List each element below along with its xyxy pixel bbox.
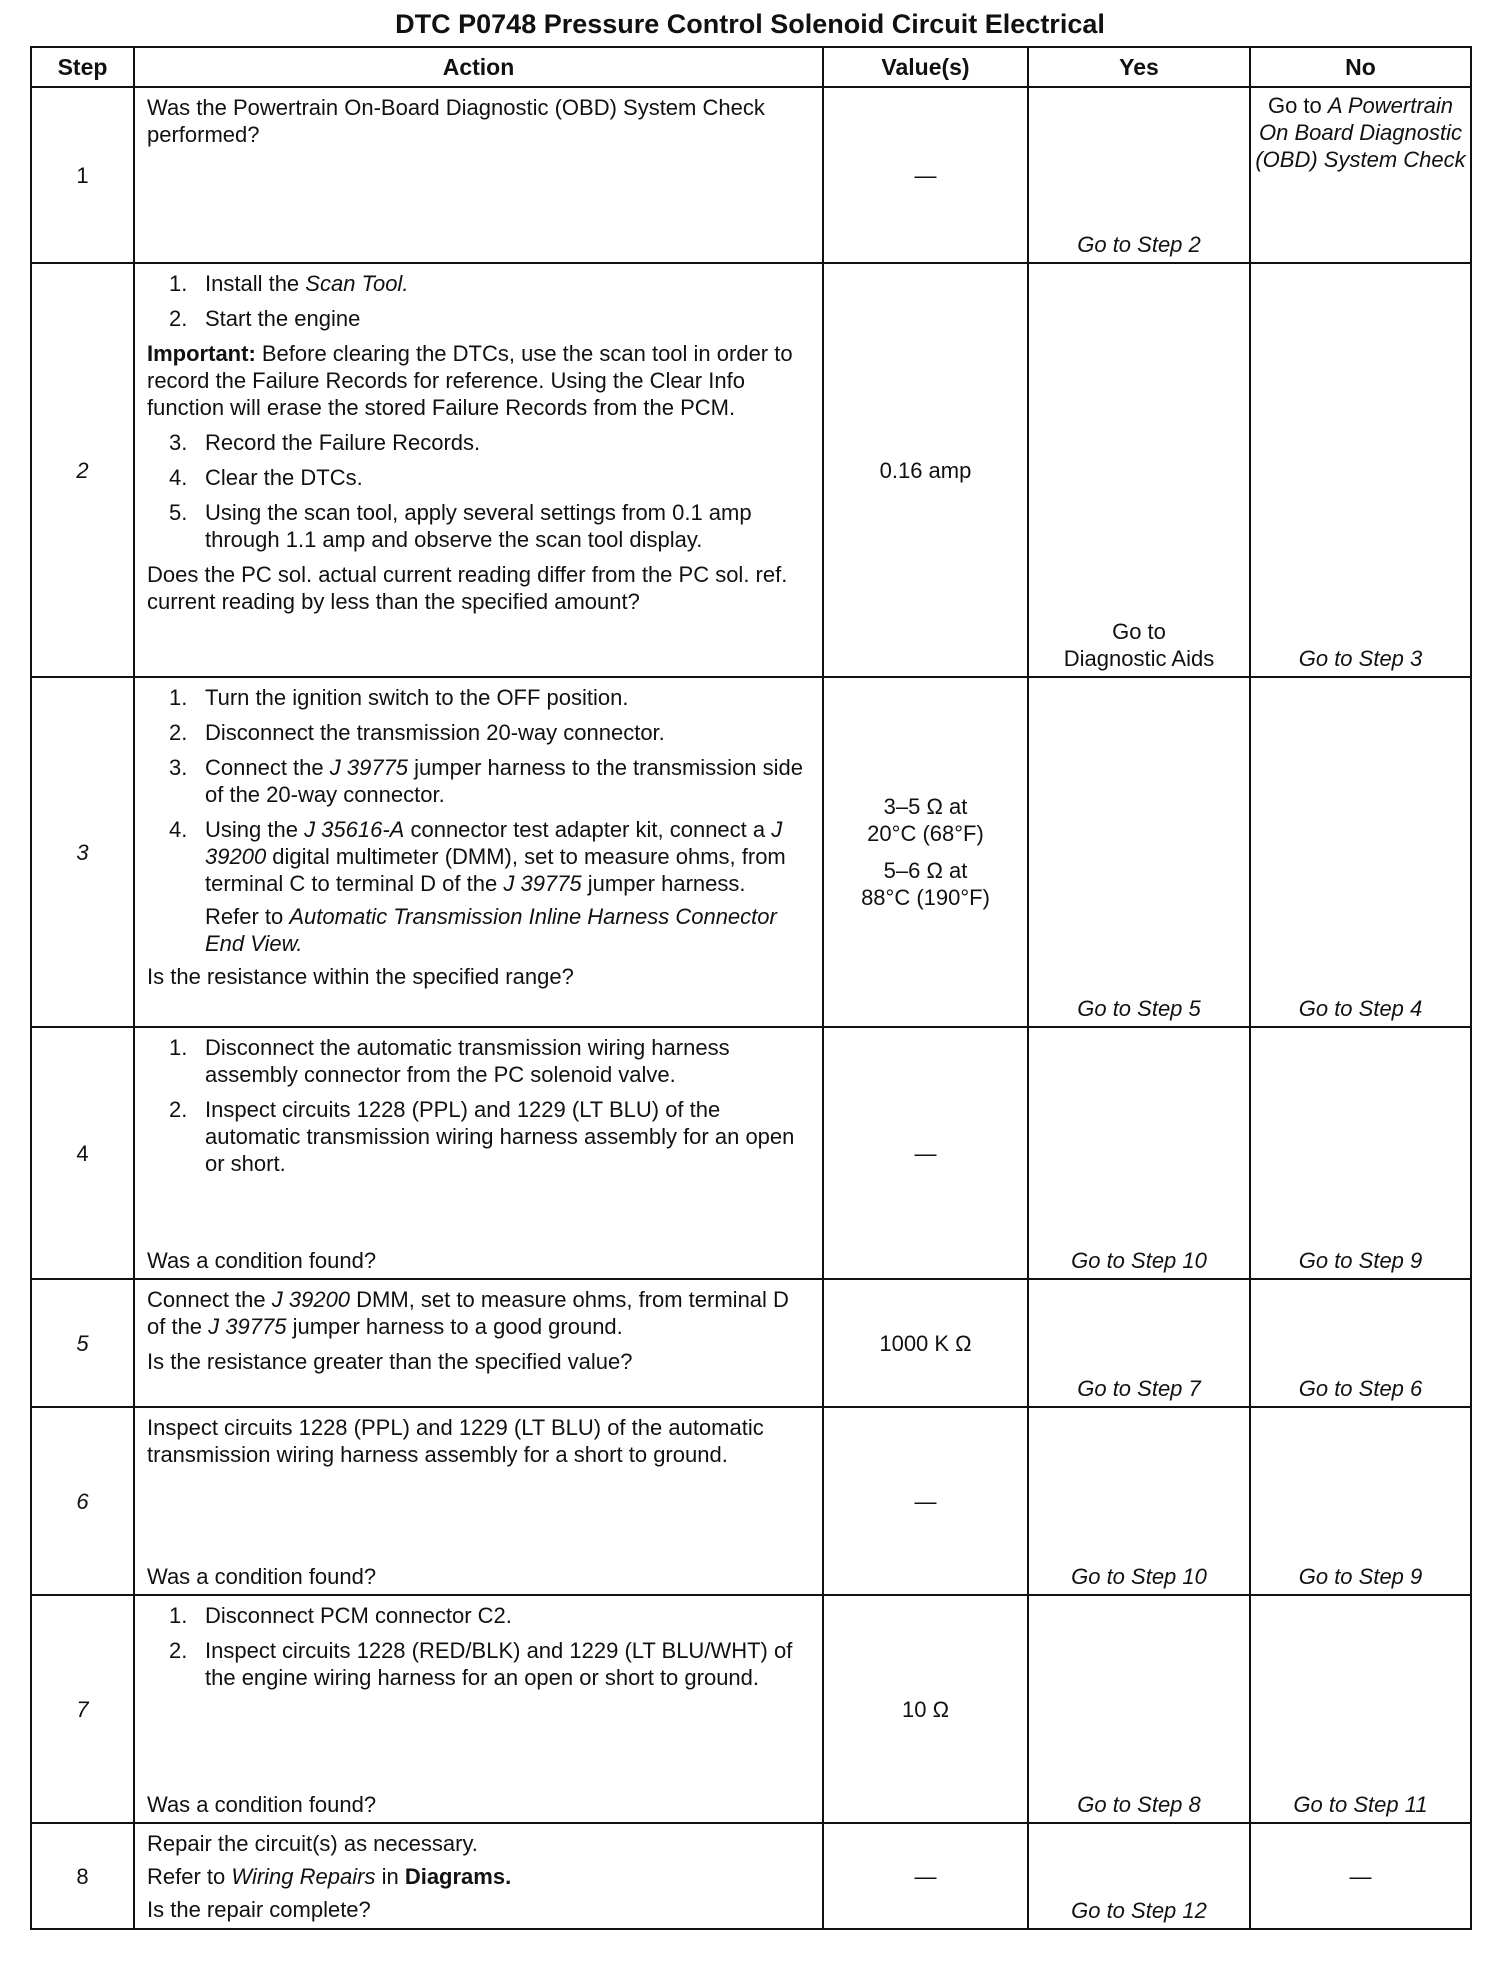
list-item-text: Disconnect PCM connector C2. [205,1603,512,1628]
step-list [147,429,812,553]
question-text: Was a condition found? [147,1792,377,1817]
action-cell [134,677,823,1027]
table-row [31,677,1471,1027]
list-item-text: Using the [205,817,305,842]
list-item: 2. Start the engine [169,306,361,331]
tool-ref: J 39200 [205,817,783,869]
step-number: 5 [31,1279,134,1407]
important-note [147,340,812,421]
step-number: 4 [31,1027,134,1279]
no-link: Go to Step 4 [1298,996,1423,1021]
yes-link: Go to Step 12 [1071,1898,1207,1923]
list-item: 2. Inspect circuits 1228 (RED/BLK) and 1229 (LT BLU/WHT) of the engine wiring harness for an open or short to ground. [169,1638,793,1690]
value-line: 20°C (68°F) [867,821,984,846]
question-text: Was a condition found? [147,1248,377,1273]
value-line: 88°C (190°F) [861,885,990,910]
step-list [147,684,812,897]
list-item-text: Record the Failure Records. [205,430,481,455]
question-text: Is the resistance greater than the specified value? [147,1349,633,1374]
refer-mid: in [375,1864,405,1889]
action-cell [134,1823,823,1929]
no-cell [1250,1595,1471,1823]
table-row [31,263,1471,677]
important-text: Before clearing the DTCs, use the scan tool in order to record the Failure Records for reference. Using the Clear Info function will erase the stored Failure Records from the PCM. [147,341,793,420]
value-cell: — [823,1407,1028,1595]
no-link: Go to Step 6 [1298,1376,1423,1401]
list-item: 3. Record the Failure Records. [169,430,481,455]
value-cell [823,677,1028,1027]
header-yes: Yes [1028,47,1250,87]
no-link: Go to Step 3 [1298,646,1423,671]
yes-prefix: Go to [1112,619,1166,644]
step-list [147,270,812,332]
tool-ref: J 39200 [271,1287,351,1312]
action-cell [134,263,823,677]
no-cell [1250,677,1471,1027]
value-cell: 10 Ω [823,1595,1028,1823]
value-line: 5–6 Ω at [883,858,968,883]
action-cell [134,1027,823,1279]
action-content [147,1414,812,1590]
list-item-text: digital multimeter (DMM), set to measure ohms, from terminal C to terminal D of the [205,844,786,896]
yes-cell [1028,1279,1250,1407]
refer-link: Automatic Transmission Inline Harness Connector End View. [205,904,777,956]
list-item-text: jumper harness to the transmission side of the 20-way connector. [205,755,804,807]
list-item: 1. Disconnect the automatic transmission wiring harness assembly connector from the PC solenoid valve. [169,1035,730,1087]
list-item: 4. Using the J 35616-A connector test adapter kit, connect a J 39200 digital multimeter (DMM), set to measure ohms, from terminal C to terminal D of the J 39775 jumper harness. [169,817,786,896]
step-number: 2 [31,263,134,677]
value-cell: — [823,1027,1028,1279]
yes-link: Go to Step 8 [1077,1792,1201,1817]
question-text: Does the PC sol. actual current reading differ from the PC sol. ref. current reading by less than the specified amount? [147,562,788,614]
table-row [31,1279,1471,1407]
action-cell [134,87,823,263]
action-text-part: Connect the [147,1287,272,1312]
tool-ref: J 35616-A [304,817,405,842]
list-item-text: connector test adapter kit, connect a [404,817,772,842]
list-item-text: Disconnect the transmission 20-way connector. [205,720,665,745]
list-item: 4. Clear the DTCs. [169,465,363,490]
list-item: 3. Connect the J 39775 jumper harness to the transmission side of the 20-way connector. [169,755,804,807]
yes-link: Go to Step 7 [1077,1376,1201,1401]
list-item-text: Disconnect the automatic transmission wiring harness assembly connector from the PC solenoid valve. [205,1035,730,1087]
step-list [147,1602,812,1691]
no-link: A Powertrain On Board Diagnostic (OBD) System Check [1255,93,1466,172]
refer-link: Wiring Repairs [231,1864,376,1889]
header-action: Action [134,47,823,87]
list-item-italic: Scan Tool. [305,271,409,296]
no-cell [1250,87,1471,263]
important-label: Important: [147,341,256,366]
step-number: 7 [31,1595,134,1823]
yes-cell [1028,1027,1250,1279]
no-link: Go to Step 9 [1298,1564,1423,1589]
table-row [31,1027,1471,1279]
header-values: Value(s) [823,47,1028,87]
table-row [31,1823,1471,1929]
no-cell: — [1250,1823,1471,1929]
step-number: 6 [31,1407,134,1595]
action-text-part: DMM, set to measure ohms, from terminal D of the [147,1287,789,1339]
tool-ref: J 39775 [208,1314,287,1339]
no-link: Go to Step 11 [1293,1792,1428,1817]
action-cell [134,1595,823,1823]
step-number: 3 [31,677,134,1027]
list-item-text: Install the [205,271,306,296]
list-item: 1. Disconnect PCM connector C2. [169,1603,512,1628]
header-no: No [1250,47,1471,87]
value-cell: — [823,87,1028,263]
yes-link: Go to Step 10 [1071,1564,1207,1589]
tool-ref: J 39775 [329,755,409,780]
yes-cell [1028,1595,1250,1823]
yes-link: Diagnostic Aids [1063,646,1215,671]
question-text: Is the repair complete? [147,1897,371,1922]
list-item-text: Start the engine [205,306,361,331]
list-item: 1. Turn the ignition switch to the OFF position. [169,685,629,710]
list-item: 2. Inspect circuits 1228 (PPL) and 1229 (LT BLU) of the automatic transmission wiring harness assembly for an open or short. [169,1097,795,1176]
action-text: Repair the circuit(s) as necessary. [147,1831,478,1856]
value-cell: 0.16 amp [823,263,1028,677]
no-cell [1250,263,1471,677]
table-row [31,1407,1471,1595]
action-text-part: jumper harness to a good ground. [286,1314,623,1339]
yes-cell [1028,263,1250,677]
action-content [147,1602,812,1818]
list-item: 2. Disconnect the transmission 20-way connector. [169,720,665,745]
list-item-text: Connect the [205,755,330,780]
no-cell [1250,1407,1471,1595]
table-row [31,1595,1471,1823]
yes-cell [1028,1823,1250,1929]
action-cell [134,1279,823,1407]
refer-section: Diagrams. [404,1864,512,1889]
question-text: Was a condition found? [147,1564,377,1589]
refer-note [147,1863,812,1890]
value-cell: — [823,1823,1028,1929]
refer-prefix: Refer to [147,1864,232,1889]
no-prefix: Go to [1267,93,1328,118]
yes-link: Go to Step 2 [1077,232,1201,257]
yes-link: Go to Step 5 [1077,996,1201,1021]
list-item: 1. Install the Scan Tool. [169,271,409,296]
header-row [31,47,1471,87]
list-item-text: Clear the DTCs. [205,465,363,490]
action-text [147,1286,812,1340]
tool-ref: J 39775 [503,871,582,896]
list-item: 5. Using the scan tool, apply several settings from 0.1 amp through 1.1 amp and observe the scan tool display. [169,500,752,552]
yes-link: Go to Step 10 [1071,1248,1207,1273]
action-content [147,1034,812,1274]
no-cell [1250,1027,1471,1279]
question-text: Was the Powertrain On-Board Diagnostic (OBD) System Check performed? [147,95,765,147]
yes-cell [1028,87,1250,263]
value-line: 3–5 Ω at [883,794,968,819]
yes-cell [1028,1407,1250,1595]
action-text: Inspect circuits 1228 (PPL) and 1229 (LT BLU) of the automatic transmission wiring harness assembly for a short to ground. [147,1415,764,1467]
refer-note [147,903,812,957]
table-row [31,87,1471,263]
list-item-text: jumper harness. [581,871,746,896]
page-title: DTC P0748 Pressure Control Solenoid Circuit Electrical [395,9,1105,39]
value-cell: 1000 K Ω [823,1279,1028,1407]
no-cell [1250,1279,1471,1407]
step-number: 8 [31,1823,134,1929]
yes-cell [1028,677,1250,1027]
diagnostic-table [30,46,1472,1930]
header-step: Step [31,47,134,87]
list-item-text: Turn the ignition switch to the OFF position. [205,685,629,710]
list-item-text: Using the scan tool, apply several settings from 0.1 amp through 1.1 amp and observe the scan tool display. [205,500,752,552]
no-link: Go to Step 9 [1298,1248,1423,1273]
question-text: Is the resistance within the specified range? [147,964,574,989]
action-cell [134,1407,823,1595]
refer-prefix: Refer to [205,904,290,929]
list-item-text: Inspect circuits 1228 (RED/BLK) and 1229 (LT BLU/WHT) of the engine wiring harness for an open or short to ground. [205,1638,793,1690]
step-number: 1 [31,87,134,263]
list-item-text: Inspect circuits 1228 (PPL) and 1229 (LT BLU) of the automatic transmission wiring harness assembly for an open or short. [205,1097,795,1176]
step-list [147,1034,812,1177]
